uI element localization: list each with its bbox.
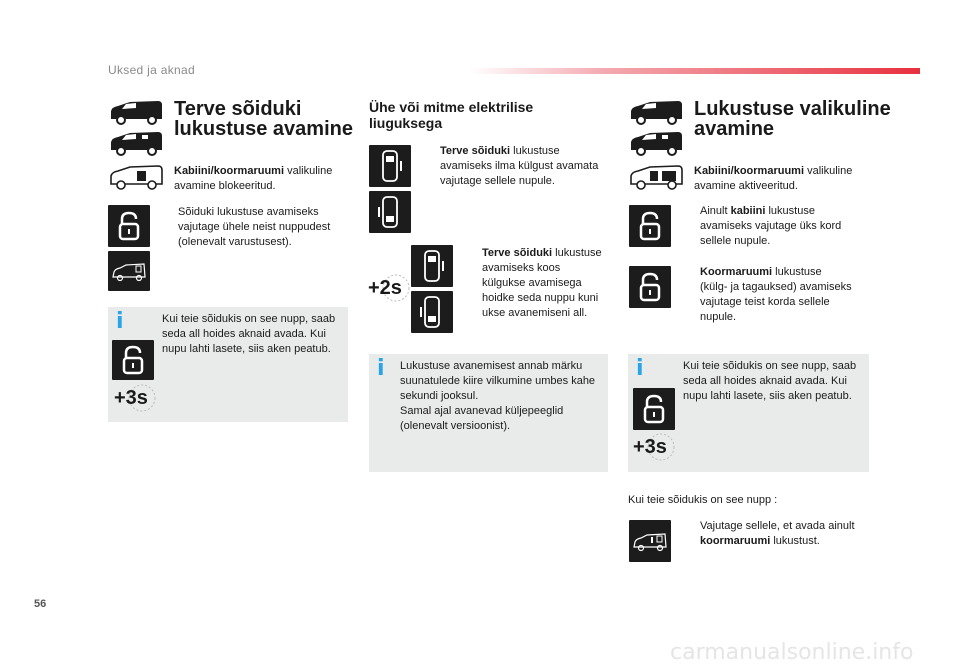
col1-step-text: Sõiduki lukustuse avamiseks vajutage ühele neist nuppudest (olenevalt varustusest).	[178, 206, 331, 248]
unlock-button-icon	[633, 388, 675, 430]
col3-cab-text: Kabiini/koormaruumi valikuline avamine aktiveeritud.	[694, 165, 853, 192]
section-title: Uksed ja aknad	[108, 63, 195, 77]
col2-title: Ühe või mitme elektrilise liuguksega	[369, 99, 534, 131]
van-side-icon	[108, 99, 164, 125]
van-side-icon	[628, 99, 684, 125]
col1-info-text: Kui teie sõidukis on see nupp, saab seda all hoides aknaid avada. Kui nupu lahti lasete, siis aken peatub.	[162, 313, 336, 355]
col3-bottom-text: Vajutage sellele, et avada ainult koormaruumi lukustust.	[700, 520, 855, 547]
info-icon: i	[377, 356, 385, 381]
unlock-button-icon	[112, 340, 154, 380]
van-unlock-button-icon	[629, 520, 671, 562]
timer-3s-label: +3s	[633, 436, 667, 458]
col3-step1-text: Ainult kabiini lukustuse avamiseks vajutage üks kord sellele nupule.	[700, 205, 842, 247]
sliding-door-button-icon-4	[411, 291, 453, 333]
info-icon: i	[636, 356, 644, 381]
info-icon: i	[116, 309, 124, 334]
col2-info-text: Lukustuse avanemisest annab märku suunatulede kiire vilkumine umbes kahe sekundi jooksul. Samal ajal avanevad küljepeeglid (olenevalt versioonist).	[400, 360, 596, 432]
sliding-door-button-icon-2	[369, 191, 411, 233]
sliding-door-button-icon	[369, 145, 411, 187]
unlock-button-icon	[629, 205, 671, 247]
unlock-button-icon	[108, 205, 150, 247]
col3-info-box	[628, 354, 869, 472]
col1-title: Terve sõiduki lukustuse avamine	[174, 98, 353, 140]
col3-bottom-intro: Kui teie sõidukis on see nupp :	[628, 494, 778, 506]
timer-2s-label: +2s	[368, 277, 402, 299]
col3-step2-text: Koormaruumi lukustuse (külg- ja tagauksed) avamiseks vajutage teist korda sellele nupule.	[700, 266, 852, 323]
van-side-icon-2	[628, 129, 684, 157]
col3-info-text: Kui teie sõidukis on see nupp, saab seda all hoides aknaid avada. Kui nupu lahti lasete, siis aken peatub.	[683, 360, 857, 402]
van-side-icon-2	[108, 129, 164, 157]
col1-cab-text: Kabiini/koormaruumi valikuline avamine blokeeritud.	[174, 165, 333, 192]
header-accent-bar	[470, 68, 920, 74]
col2-step2-text: Terve sõiduki lukustuse avamiseks koos külgukse avamisega hoidke seda nuppu kuni ukse avanemiseni all.	[482, 247, 602, 319]
col2-step1-text: Terve sõiduki lukustuse avamiseks ilma külgust avamata vajutage sellele nupule.	[440, 145, 599, 187]
col3-title: Lukustuse valikuline avamine	[694, 98, 891, 140]
col1-info-box	[108, 307, 348, 422]
col2-info-box	[369, 354, 608, 472]
van-outline-lock-icon	[108, 165, 164, 191]
watermark: carmanualsonline.info	[670, 640, 914, 665]
sliding-door-button-icon-3	[411, 245, 453, 287]
van-unlock-button-icon	[108, 251, 150, 291]
timer-3s-label: +3s	[114, 387, 148, 409]
page-number: 56	[34, 598, 47, 610]
unlock-button-icon	[629, 266, 671, 308]
van-outline-two-lock-icon	[628, 165, 684, 191]
